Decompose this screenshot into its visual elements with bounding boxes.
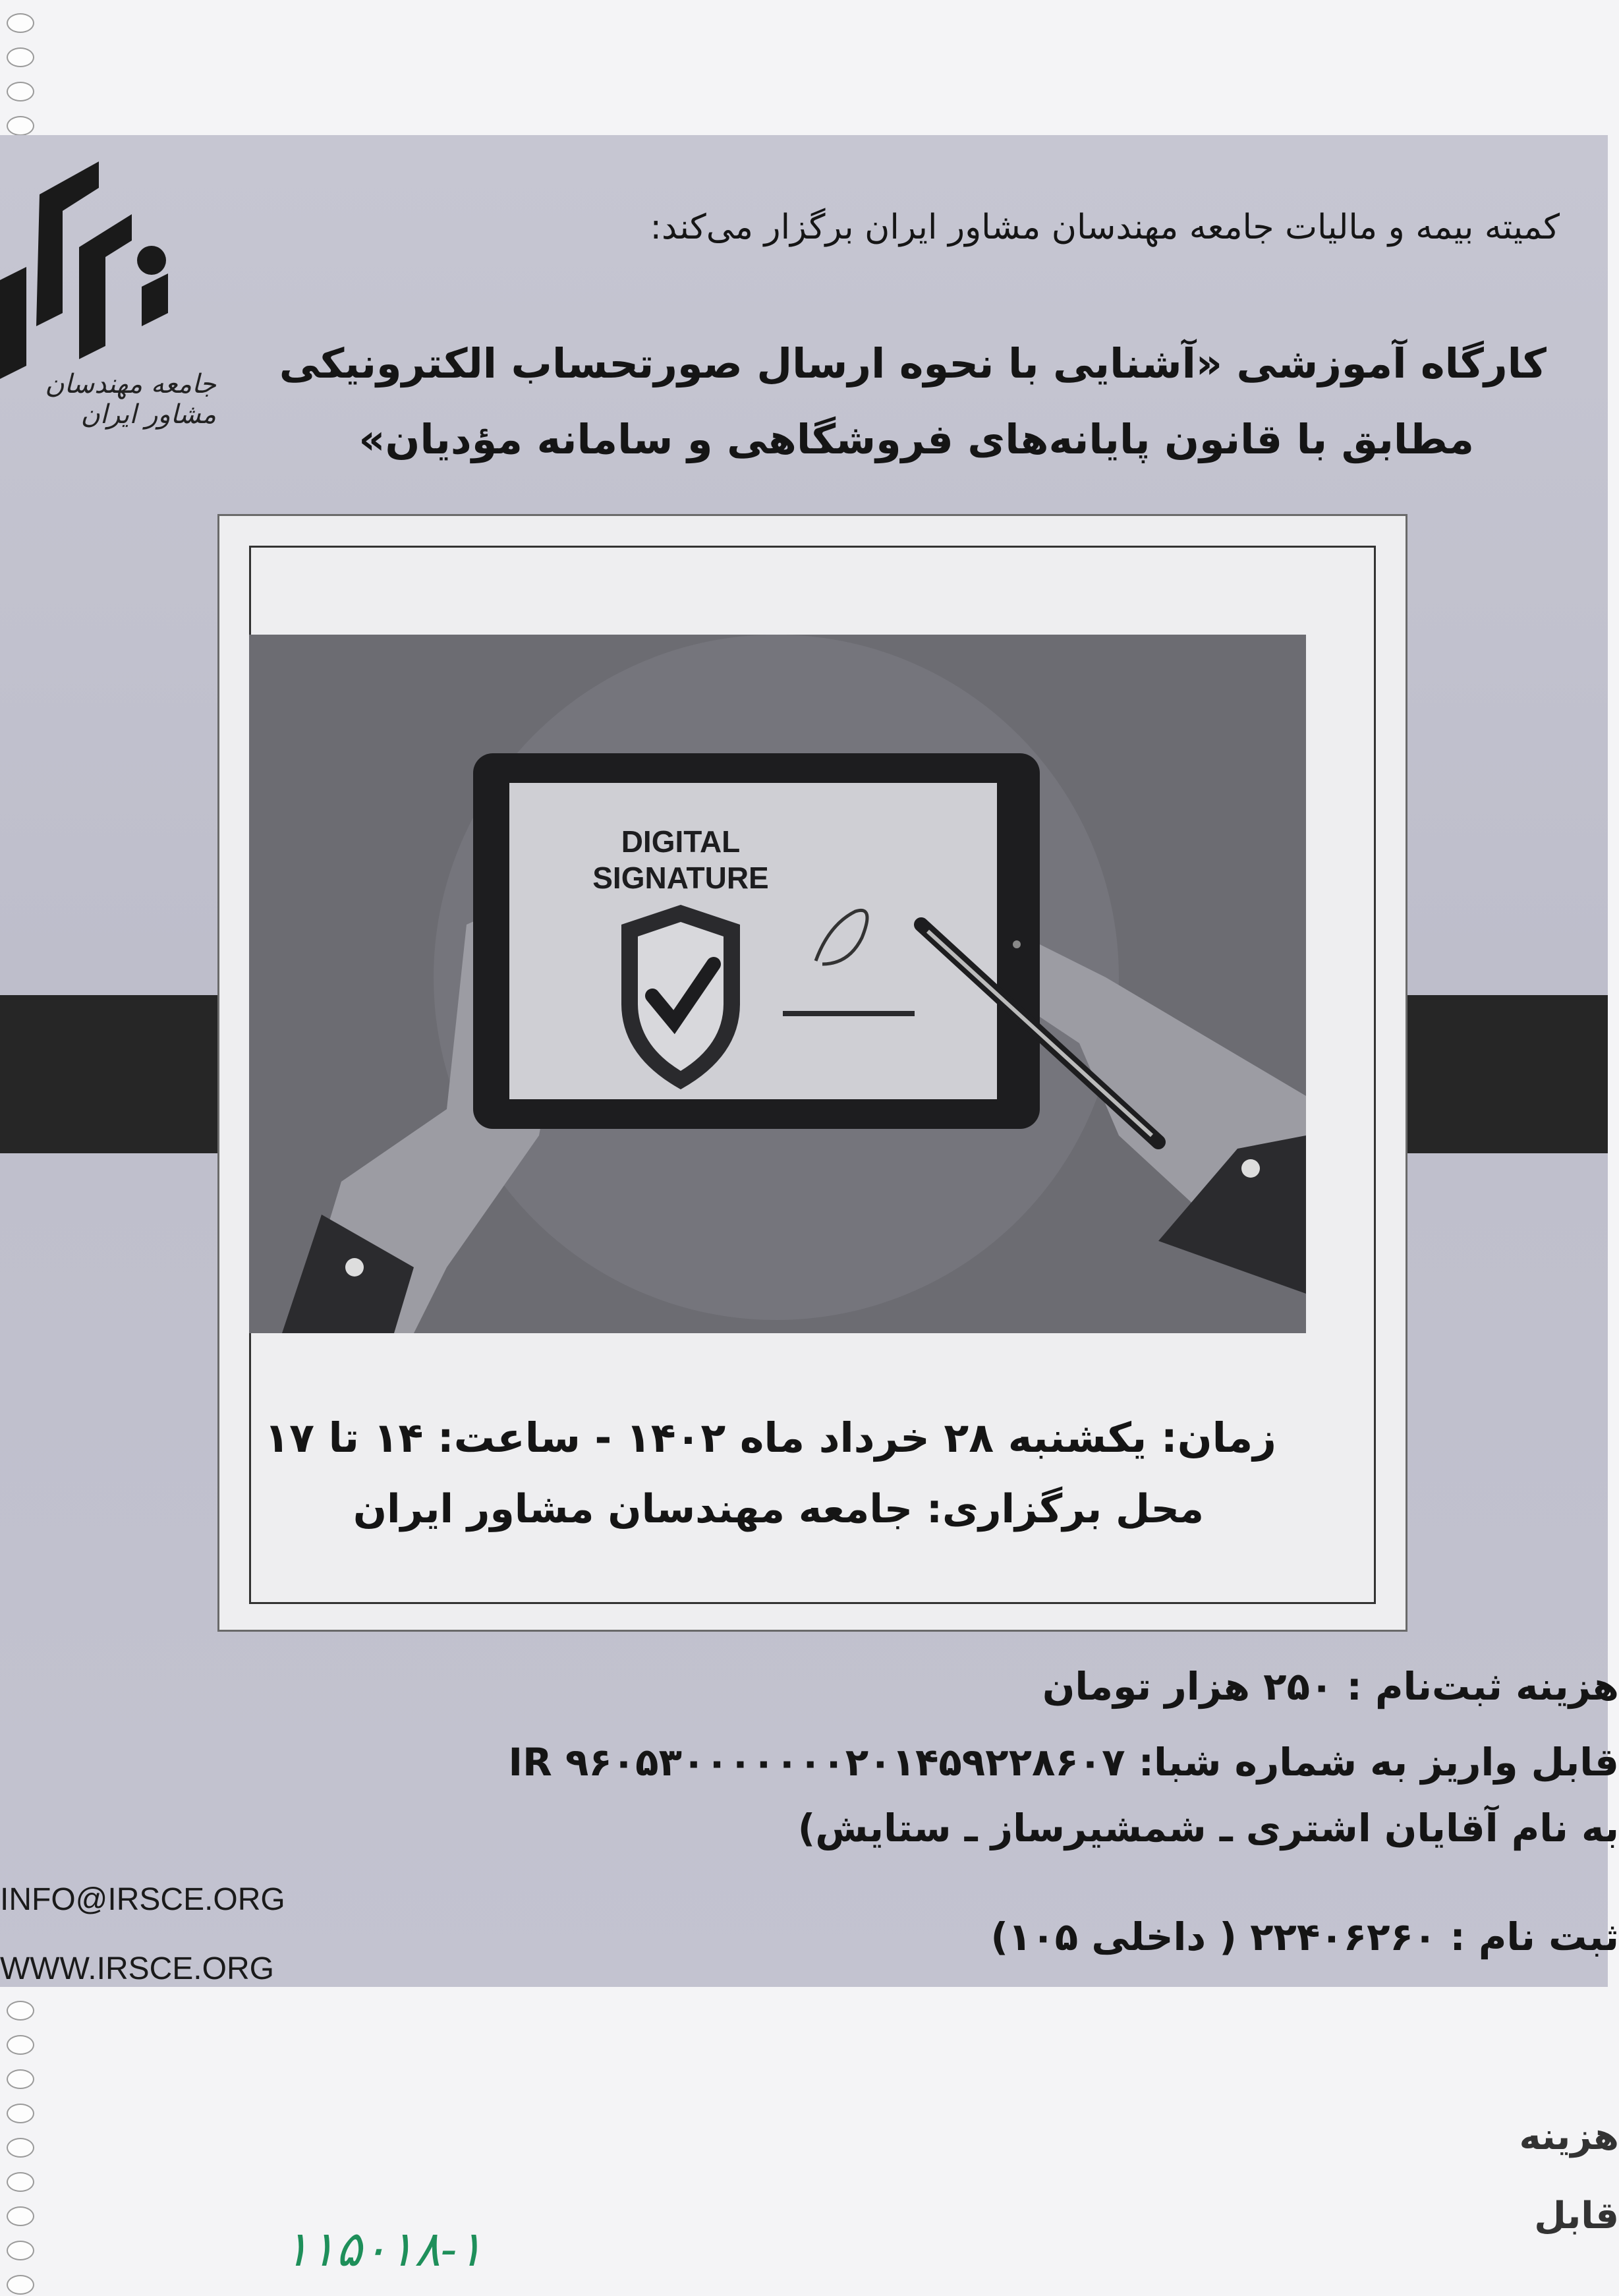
- event-time: زمان: یکشنبه ۲۸ خرداد ماه ۱۴۰۲ - ساعت: ۱۴ تا ۱۷: [264, 1414, 1276, 1462]
- bottom-fragment-2: قابل: [1534, 2195, 1619, 2237]
- binding-hole: [7, 82, 34, 101]
- workshop-title-line1: کارگاه آموزشی «آشنایی با نحوه ارسال صورتحساب الکترونیکی: [279, 339, 1547, 387]
- registration-phone: ثبت نام : ۲۲۴۰۶۲۶۰ ( داخلی ۱۰۵): [990, 1914, 1619, 1959]
- handwritten-reference: ۱۱۵۰۱۸-۱: [283, 2221, 484, 2278]
- logo-caption: جامعه مهندسان مشاور ایران: [45, 369, 216, 430]
- illustration-heading-line1: DIGITAL: [621, 824, 741, 859]
- digital-signature-illustration: [249, 635, 1306, 1333]
- binding-hole: [7, 2069, 34, 2089]
- binding-hole: [7, 13, 34, 33]
- account-holder: به نام آقایان اشتری ـ شمشیرساز ـ ستایش): [797, 1806, 1619, 1851]
- binding-hole: [7, 47, 34, 67]
- binding-hole: [7, 2104, 34, 2123]
- registration-fee: هزینه ثبت‌نام : ۲۵۰ هزار تومان: [1042, 1664, 1619, 1709]
- binding-hole: [7, 2206, 34, 2226]
- binding-hole: [7, 2275, 34, 2295]
- intro-text: کمیته بیمه و مالیات جامعه مهندسان مشاور ایران برگزار می‌کند:: [650, 208, 1560, 247]
- binding-hole: [7, 2138, 34, 2158]
- email-address: INFO@IRSCE.ORG: [0, 1882, 285, 1917]
- website-address: WWW.IRSCE.ORG: [0, 1951, 274, 1986]
- photo-frame: [217, 514, 1407, 1632]
- event-venue: محل برگزاری: جامعه مهندسان مشاور ایران: [353, 1486, 1204, 1532]
- binding-hole: [7, 2001, 34, 2021]
- binding-hole: [7, 116, 34, 136]
- sheba-number: قابل واریز به شماره شبا: IR ۹۶۰۵۳۰۰۰۰۰۰۰۲۰۱۴۵۹۲۲۸۶۰۷: [508, 1740, 1619, 1785]
- binding-hole: [7, 2172, 34, 2192]
- binding-hole: [7, 2241, 34, 2260]
- illustration-heading-line2: SIGNATURE: [592, 861, 769, 895]
- binding-hole: [7, 2035, 34, 2055]
- workshop-title-line2: مطابق با قانون پایانه‌های فروشگاهی و سامانه مؤدیان»: [358, 415, 1474, 463]
- logo-icon: [0, 148, 191, 399]
- bottom-fragment-1: هزینه: [1519, 2115, 1619, 2158]
